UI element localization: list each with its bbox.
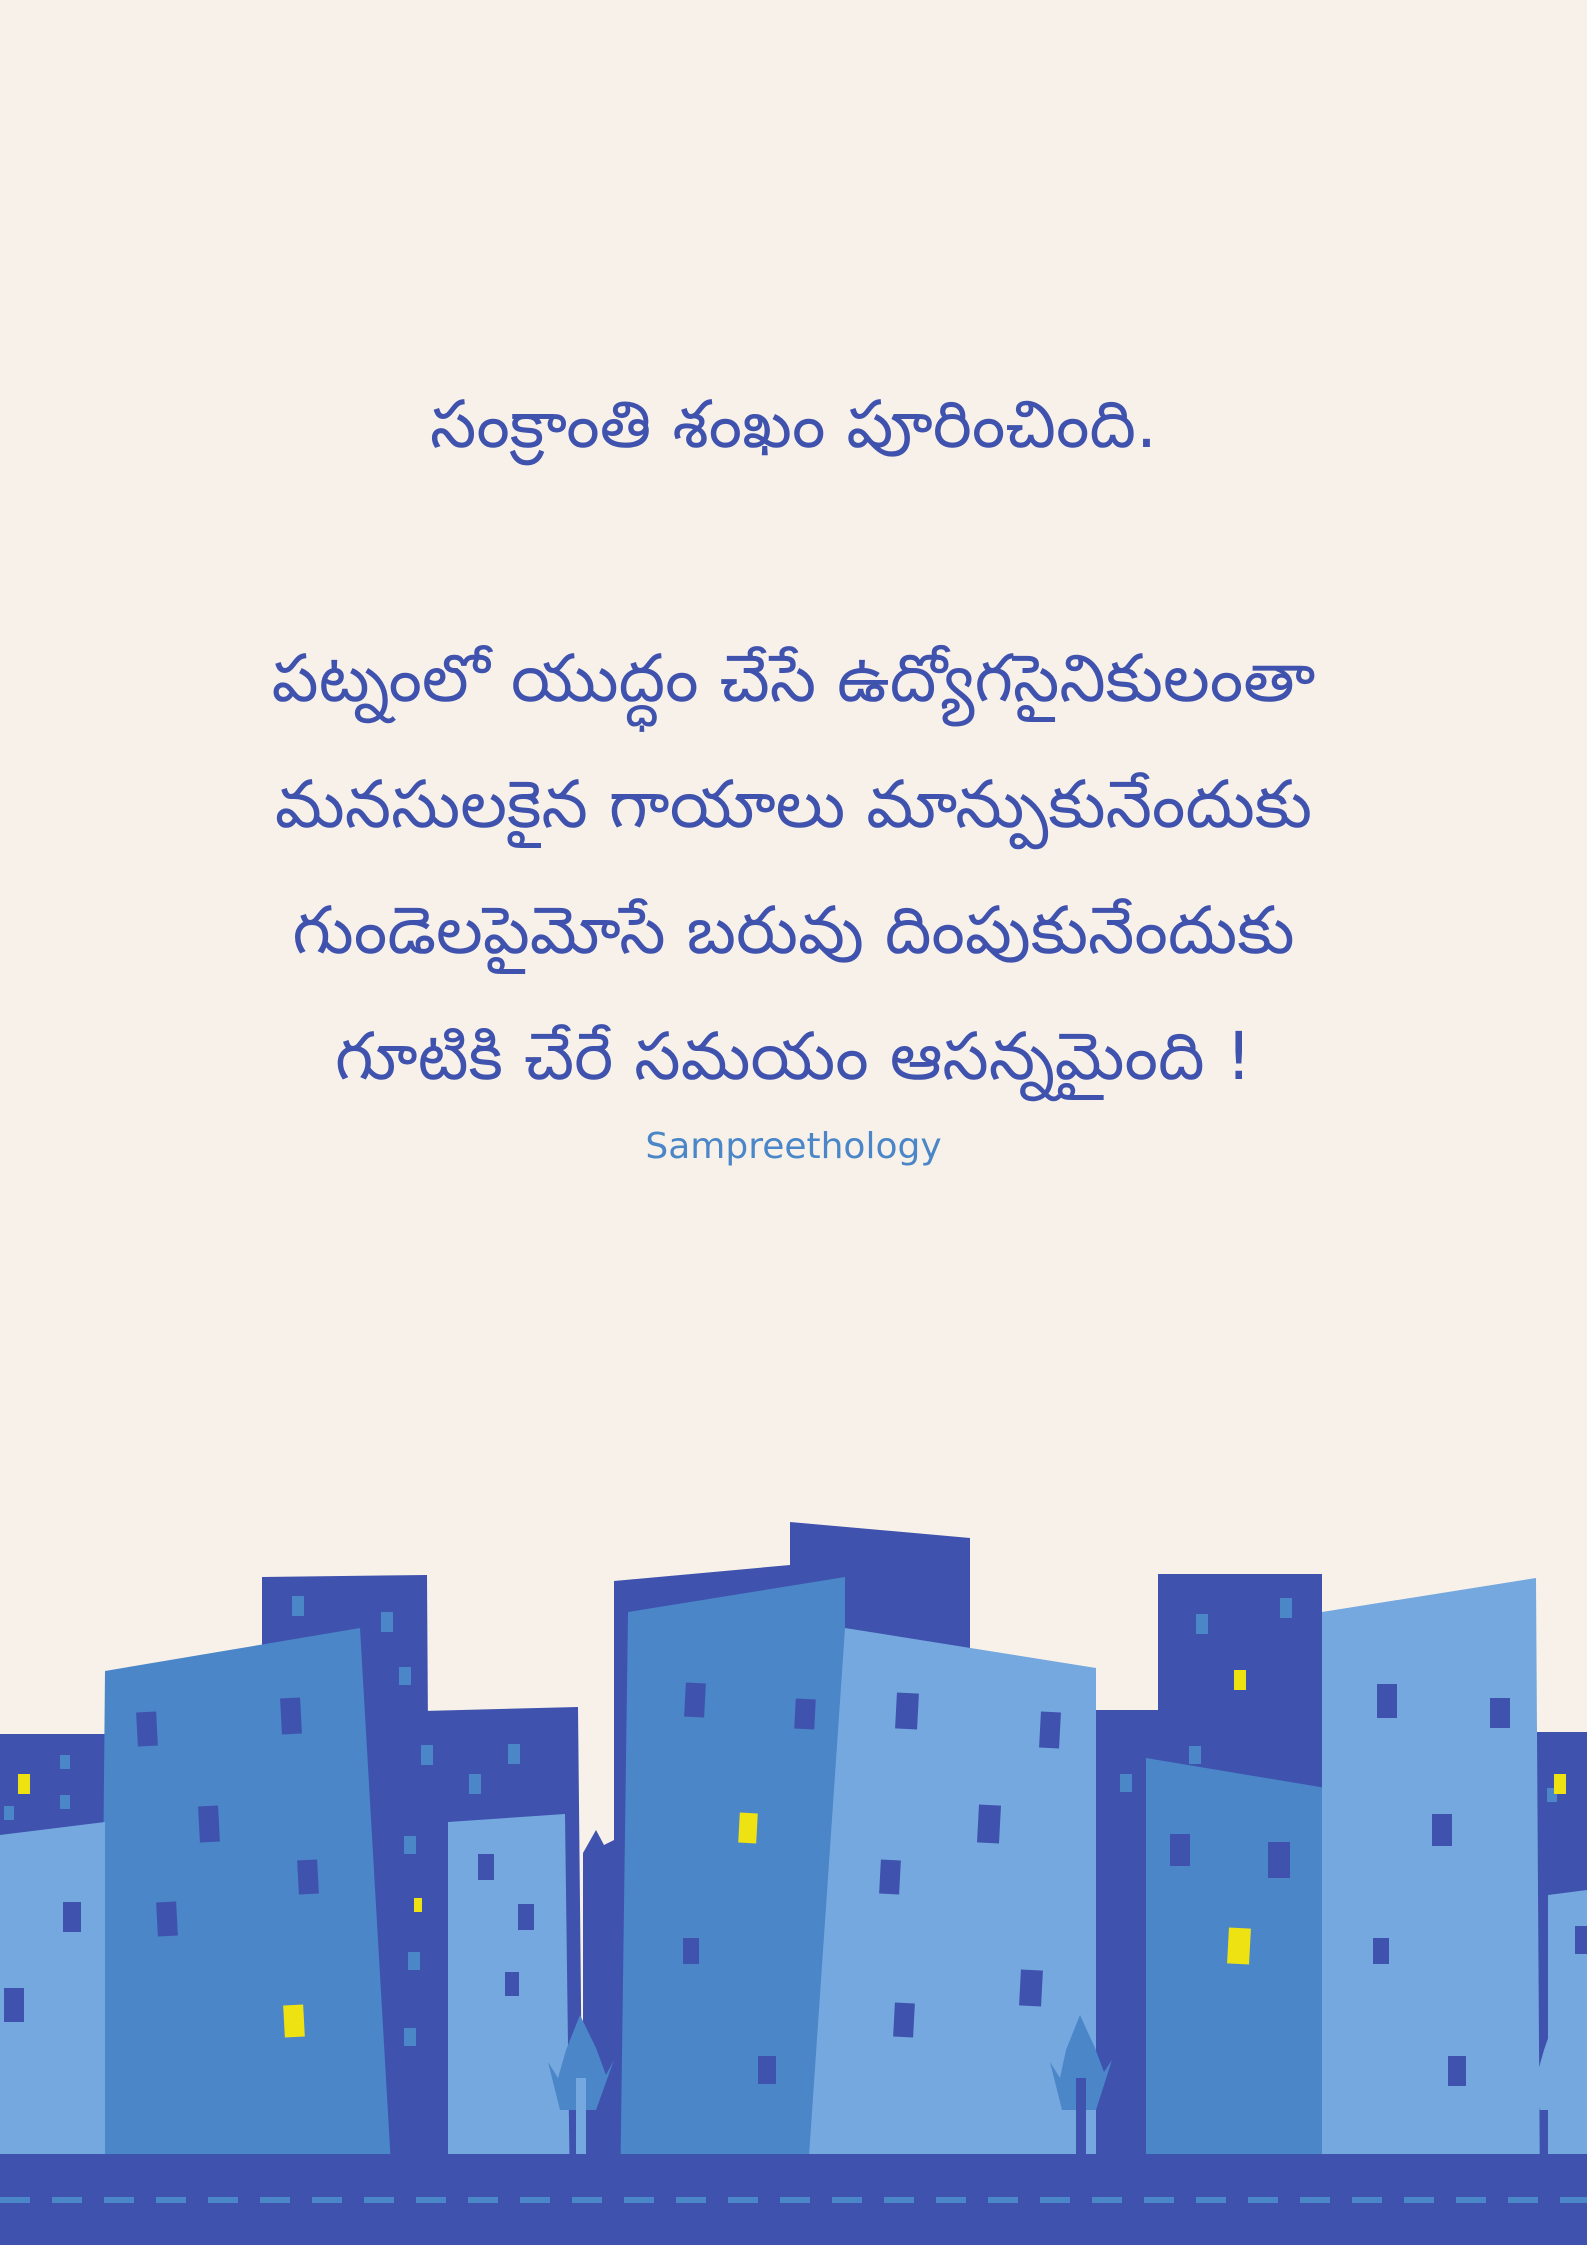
window xyxy=(1448,2056,1466,2086)
small-window xyxy=(508,1744,520,1764)
window xyxy=(895,1692,919,1729)
small-window xyxy=(408,1952,420,1970)
lit-window xyxy=(1227,1927,1251,1964)
window xyxy=(794,1698,816,1729)
window xyxy=(156,1902,178,1937)
window xyxy=(1268,1842,1290,1878)
window xyxy=(198,1806,220,1843)
verse-line-4: గూటికి చేరే సమయం ఆసన్నమైంది ! xyxy=(335,1018,1252,1095)
window xyxy=(1575,1926,1587,1954)
small-window xyxy=(469,1774,481,1794)
verse-line-2: మనసులకైన గాయాలు మాన్పుకునేందుకు xyxy=(274,766,1313,843)
lit-window xyxy=(1234,1670,1246,1690)
window xyxy=(1377,1684,1397,1718)
lit-window xyxy=(738,1813,758,1844)
window xyxy=(505,1972,519,1996)
lit-window xyxy=(18,1774,30,1794)
poem-title: సంక్రాంతి శంఖం పూరించింది. xyxy=(430,386,1157,463)
window xyxy=(136,1712,158,1747)
small-window xyxy=(60,1795,70,1809)
lit-window xyxy=(283,2004,305,2037)
window xyxy=(518,1904,534,1930)
small-window xyxy=(1280,1598,1292,1618)
author-signature: Sampreethology xyxy=(645,1126,942,1167)
small-window xyxy=(399,1667,411,1685)
poem-verse xyxy=(0,616,1587,1120)
window xyxy=(758,2056,776,2084)
small-window xyxy=(1196,1614,1208,1634)
spire xyxy=(583,1830,614,2200)
small-window xyxy=(404,2028,416,2046)
window xyxy=(1039,1712,1061,1749)
small-window xyxy=(381,1612,393,1632)
window xyxy=(684,1683,706,1718)
verse-line-1: పట్నంలో యుద్ధం చేసే ఉద్యోగసైనికులంతా xyxy=(271,640,1316,717)
lit-window xyxy=(1554,1774,1566,1794)
window xyxy=(297,1860,319,1895)
window xyxy=(893,2003,915,2038)
window xyxy=(879,1860,901,1895)
small-window xyxy=(404,1836,416,1854)
window xyxy=(1019,1969,1043,2006)
building-light-right xyxy=(1322,1578,1540,2200)
small-window xyxy=(1120,1774,1132,1792)
window xyxy=(1170,1834,1190,1866)
window xyxy=(1373,1938,1389,1964)
window xyxy=(977,1804,1001,1843)
window xyxy=(280,1698,302,1735)
lit-window xyxy=(414,1898,422,1912)
window xyxy=(63,1902,81,1932)
window xyxy=(1432,1814,1452,1846)
window xyxy=(683,1938,699,1964)
small-window xyxy=(421,1745,433,1765)
small-window xyxy=(60,1755,70,1769)
window xyxy=(478,1854,494,1880)
small-window xyxy=(292,1596,304,1616)
building-mid-right xyxy=(1146,1758,1326,2200)
building-light-left xyxy=(448,1814,570,2200)
small-window xyxy=(4,1806,14,1820)
small-window xyxy=(1189,1746,1201,1764)
verse-line-3: గుండెలపైమోసే బరువు దింపుకునేందుకు xyxy=(292,892,1295,969)
city-skyline-illustration xyxy=(0,1500,1587,2245)
building-mid-center xyxy=(620,1577,845,2200)
window xyxy=(1490,1698,1510,1728)
window xyxy=(4,1988,24,2022)
